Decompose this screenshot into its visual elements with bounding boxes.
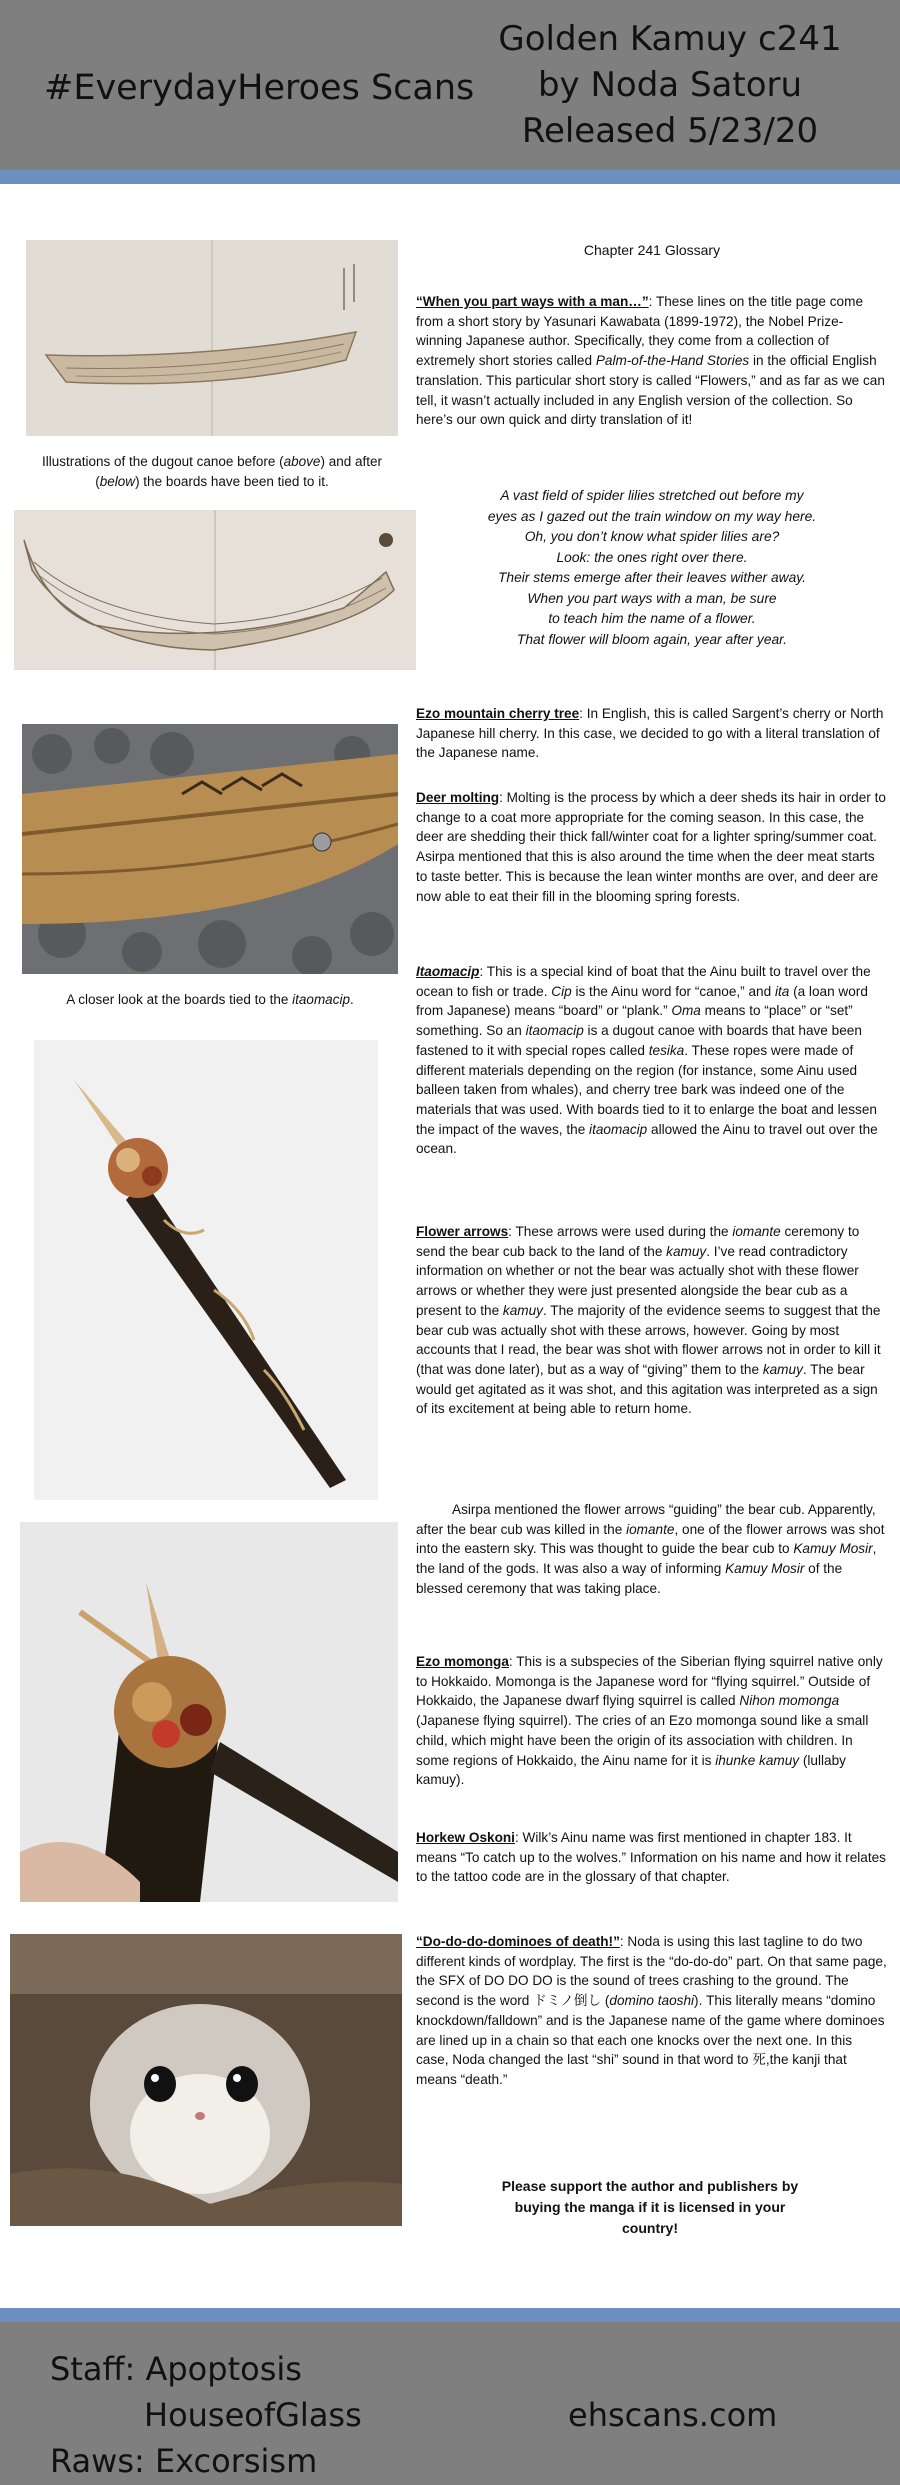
entry-emphasis: Cip [551,983,572,999]
term-dominoes: “Do-do-do-dominoes of death!” [416,1934,620,1949]
entry-emphasis: ita [774,983,790,999]
entry-text: : This is a subspecies of the Siberian flying squirrel native only to Hokkaido. Momonga is the Japanese word for “flying squirrel.” Outside of Hokkaido, the Japanese dwarf flying squirrel is called [416,1654,883,1709]
entry-emphasis: Kamuy Mosir [793,1541,873,1557]
site-url[interactable]: ehscans.com [568,2396,778,2434]
canoe-caption [26,452,398,492]
canoe-before-illustration [26,240,398,436]
momonga-photo [10,1934,402,2226]
entry-text: . These ropes were made of different materials depending on the region (for instance, some Ainu used balleen taken from whales), and cherry tree bark was indeed one of the materials that was used. With boards tied to it to enlarge the boat and lessen the impact of the waves, the [416,1042,877,1137]
entry-emphasis: iomante [626,1521,675,1537]
term-horkew: Horkew Oskoni [416,1830,515,1845]
entry-emphasis: kamuy [502,1302,543,1318]
staff-credit-second: HouseofGlass [144,2396,362,2434]
entry-text: (Japanese flying squirrel). The cries of an Ezo momonga sound like a small child, which might have been the origin of its association with children. In some regions of Hokkaido, the Ainu name for it is [416,1713,869,1768]
entry-text: : In English, this is called Sargent’s cherry or North Japanese hill cherry. In this case, we decided to go with a literal translation of the Japanese name. [416,706,884,761]
momonga-image [10,1934,402,2226]
boards-closeup-photo [22,724,398,974]
entry-text: in the official English translation. This particular short story is called “Flowers,” and as far as we can tell, it wasn’t actually included in any English version of the collection. So here’s our own quick and dirty translation of it! [416,353,885,428]
header-banner [0,0,900,170]
entry-text: ). This literally means “domino knockdown/falldown” and is the Japanese name of the game where dominoes are lined up in a chain so that each one knocks over the next one. In this case, Noda changed the last “shi” sound in that word to 死,the kanji that means “death.” [416,1993,885,2087]
term-cherry: Ezo mountain cherry tree [416,706,580,721]
caption-text: ) and after ( [95,454,382,489]
poem-line: That flower will bloom again, year after year. [516,631,788,647]
glossary-entry-arrows [416,1222,888,1419]
glossary-entry-cherry [416,704,888,763]
flower-arrow-closeup-image [20,1522,398,1902]
boards-caption [22,990,398,1010]
entry-emphasis: ihunke kamuy [715,1752,800,1768]
canoe-after-image [14,510,416,670]
entry-text: of the blessed ceremony that was taking place. [416,1561,843,1596]
entry-text: : Noda is using this last tagline to do two different kinds of wordplay. The first is the “do-do-do” part. On that same page, the SFX of DO DO DO is the sound of trees crashing to the ground. The second is the word ドミノ倒し ( [416,1934,887,2009]
entry-text: . The bear would get agitated as it was shot, and this agitation was interpreted as a sign of its excitement at being able to return home. [416,1361,878,1417]
canoe-before-image [26,240,398,436]
flower-arrow-photo [34,1040,378,1500]
raws-credit: Raws: Excorsism [50,2442,318,2480]
glossary-entry-momonga [416,1652,888,1790]
entry-text: ceremony to send the bear cub back to the land of the [416,1224,860,1259]
term-momonga: Ezo momonga [416,1654,509,1669]
caption-text: A closer look at the boards tied to the [66,992,293,1007]
footer-stripe [0,2308,900,2322]
glossary-entry-itaomacip [416,962,888,1159]
entry-text: (a loan word from Japanese) means “board” or “plank.” [416,983,868,1019]
boards-closeup-image [22,724,398,974]
term-arrows: Flower arrows [416,1224,509,1239]
entry-emphasis: tesika [648,1042,685,1058]
term-itaomacip: Itaomacip [416,964,480,979]
entry-emphasis: itaomacip [589,1121,648,1137]
canoe-after-illustration [14,510,416,670]
entry-text: (lullaby kamuy). [416,1752,846,1788]
entry-text: : These lines on the title page come from a short story by Yasunari Kawabata (1899-1972), the Nobel Prize-winning Japanese author. Specifically, they come from a collection of extremely short stories called [416,294,864,369]
caption-text: . [349,992,354,1007]
entry-text: : Molting is the process by which a deer sheds its hair in order to change to a coat more appropriate for the coming season. In this case, the deer are shedding their thick fall/winter coat for a lighter spring/summer coat. Asirpa mentioned that this is also around the time when the deer meat starts to taste better. This is because the lean winter months are over, and deer are now able to eat their fill in the blooming spring forests. [416,790,886,904]
entry-text: Asirpa mentioned the flower arrows “guiding” the bear cub. Apparently, after the bear cub was killed in the [416,1502,876,1537]
entry-text: : Wilk’s Ainu name was first mentioned in chapter 183. It means “To catch up to the wolves.” Information on his name and how it relates to the tattoo code are in the glossary of that chapter. [416,1830,886,1885]
header-stripe [0,170,900,184]
entry-text: allowed the Ainu to travel out over the ocean. [416,1121,878,1157]
flower-arrow-image [34,1040,378,1500]
poem-line: When you part ways with a man, be sure [527,590,777,606]
entry-emphasis: Palm-of-the-Hand Stories [595,353,750,369]
glossary-title: Chapter 241 Glossary [583,242,721,258]
glossary-entry-dominoes [416,1932,888,2090]
entry-text: . The majority of the evidence seems to suggest that the bear cub was actually shot with these arrows, however. Going by most accounts that I read, the bear was shot with flower arrows not in order to kill it (that was done later), but as a way of “giving” them to the [416,1302,881,1377]
poem-line: Look: the ones right over there. [556,549,748,565]
caption-emphasis: itaomacip [292,992,350,1007]
entry-emphasis: iomante [732,1224,781,1239]
glossary-entry-arrows-continued [416,1500,888,1599]
footer-banner [0,2322,900,2485]
group-name: #EverydayHeroes Scans [44,68,475,108]
entry-text: . I’ve read contradictory information on whether or not the bear was actually shot with these flower arrows or whether they were just presented alongside the bear cub as a present to the [416,1243,859,1318]
support-note: Please support the author and publishers by buying the manga if it is licensed in your country! [501,2178,799,2236]
glossary-entry-horkew [416,1828,888,1887]
entry-emphasis: kamuy [762,1361,803,1377]
release-info [470,16,870,154]
poem [416,486,888,650]
release-author: by Noda Satoru [537,65,803,105]
entry-emphasis: Oma [671,1003,701,1019]
term-deer: Deer molting [416,790,500,805]
glossary-entry-deer [416,788,888,906]
caption-emphasis: below [99,474,136,489]
entry-text: , one of the flower arrows was shot into the eastern sky. This was thought to guide the bear cub to [416,1521,885,1557]
caption-text: ) the boards have been tied to it. [135,474,329,489]
entry-text: is the Ainu word for “canoe,” and [571,983,775,999]
caption-emphasis: above [283,454,321,469]
poem-line: eyes as I gazed out the train window on my way here. [487,508,817,524]
entry-text: is a dugout canoe with boards that have been fastened to it with special ropes called [416,1023,862,1058]
poem-line: A vast field of spider lilies stretched out before my [500,488,804,503]
glossary-entry-part-ways [416,292,888,430]
release-title: Golden Kamuy c241 [498,19,842,59]
entry-emphasis: kamuy [666,1243,707,1259]
entry-emphasis: Nihon momonga [739,1693,840,1709]
poem-line: Oh, you don’t know what spider lilies are? [524,529,780,544]
release-date: Released 5/23/20 [521,111,819,151]
entry-text: , the land of the gods. It was also a way of informing [416,1541,877,1577]
entry-text: : These arrows were used during the [508,1224,733,1239]
term-part-ways: “When you part ways with a man…” [416,294,649,309]
entry-emphasis: itaomacip [525,1023,584,1039]
entry-emphasis: Kamuy Mosir [725,1561,805,1577]
poem-line: to teach him the name of a flower. [548,611,756,626]
entry-emphasis: domino taoshi [609,1993,695,2009]
staff-credit: Staff: Apoptosis [50,2350,302,2388]
entry-text: : This is a special kind of boat that the Ainu built to travel over the ocean to fish or trade. [416,964,871,999]
flower-arrow-closeup-photo [20,1522,398,1902]
caption-text: Illustrations of the dugout canoe before ( [42,454,284,469]
entry-text: means to “place” or “set” something. So an [416,1003,853,1039]
poem-line: Their stems emerge after their leaves wither away. [498,570,806,585]
